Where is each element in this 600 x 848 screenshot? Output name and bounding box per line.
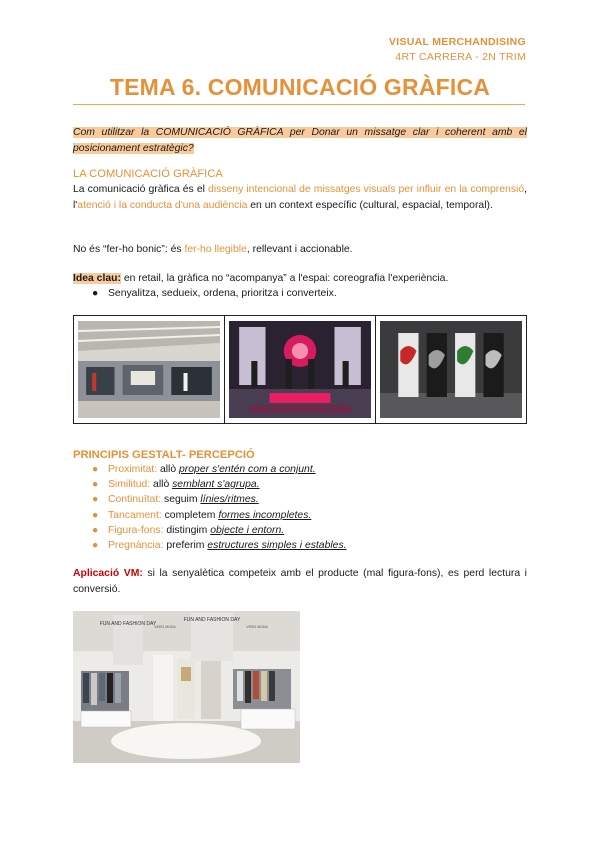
header-subject: VISUAL MERCHANDISING: [388, 36, 526, 48]
list-item: ● Continuïtat: seguim línies/ritmes.: [92, 494, 259, 506]
gestalt-principles-list: [92, 462, 347, 553]
image-cell-display-stage: [225, 316, 376, 423]
list-item: ● Pregnància: preferim estructures simples i estables.: [92, 540, 347, 552]
vm-application-paragraph: Aplicació VM: si la senyalètica competeix amb el producte (mal figura-fons), es perd lectura i conversió.: [73, 568, 527, 595]
section-heading-comunicacio: LA COMUNICACIÓ GRÀFICA: [73, 168, 223, 180]
key-idea-label: Idea clau:: [73, 273, 121, 284]
list-item: ● Figura-fons: distingim objecte i entorn.: [92, 524, 285, 536]
image-cell-store-interior: [74, 316, 225, 423]
brand-right-text: VERO MODA: [246, 625, 268, 629]
title-divider: [73, 104, 525, 105]
vm-application-label: Aplicació VM:: [73, 568, 143, 579]
banner-center-text: FUN AND FASHION DAY: [183, 617, 241, 623]
banner-left-text: FUN AND FASHION DAY: [99, 621, 157, 627]
key-idea-paragraph: Idea clau: en retail, la gràfica no “acompanya” a l'espai: coreografia l'experiència.: [73, 273, 449, 284]
key-idea-list: [92, 286, 337, 301]
image-cell-window-panels: [376, 316, 526, 423]
list-item: ● Senyalitza, sedueix, ordena, prioritza i converteix.: [92, 288, 337, 299]
store-interior-image: [78, 321, 220, 418]
list-item: ● Tancament: completem formes incompletes.: [92, 509, 312, 521]
fun-fashion-day-photo: [73, 611, 300, 763]
intro-question: Com utilitzar la COMUNICACIÓ GRÀFICA per Donar un missatge clar i coherent amb el posicionament estratègic?: [73, 127, 527, 154]
window-panels-image: [380, 321, 522, 418]
page-title: TEMA 6. COMUNICACIÓ GRÀFICA: [109, 74, 491, 100]
brand-left-text: VERO MODA: [154, 625, 176, 629]
pop-up-store-image: [73, 611, 300, 763]
list-item: ● Similitud: allò semblant s'agrupa.: [92, 479, 260, 491]
retail-images-table: [73, 315, 527, 424]
list-item: ● Proximitat: allò proper s'entén com a conjunt.: [92, 464, 316, 475]
definition-paragraph: La comunicació gràfica és el disseny intencional de missatges visuals per influir en la comprensió, l'atenció i la conducta d'una audiència en un context específic (cultural, espacial, temporal).: [73, 184, 528, 211]
header-course: 4RT CARRERA - 2N TRIM: [395, 51, 526, 63]
display-stage-image: [229, 321, 371, 418]
not-pretty-paragraph: No és “fer-ho bonic”: és fer-ho llegible, rellevant i accionable.: [73, 244, 353, 255]
section-heading-gestalt: PRINCIPIS GESTALT- PERCEPCIÓ: [73, 449, 255, 461]
